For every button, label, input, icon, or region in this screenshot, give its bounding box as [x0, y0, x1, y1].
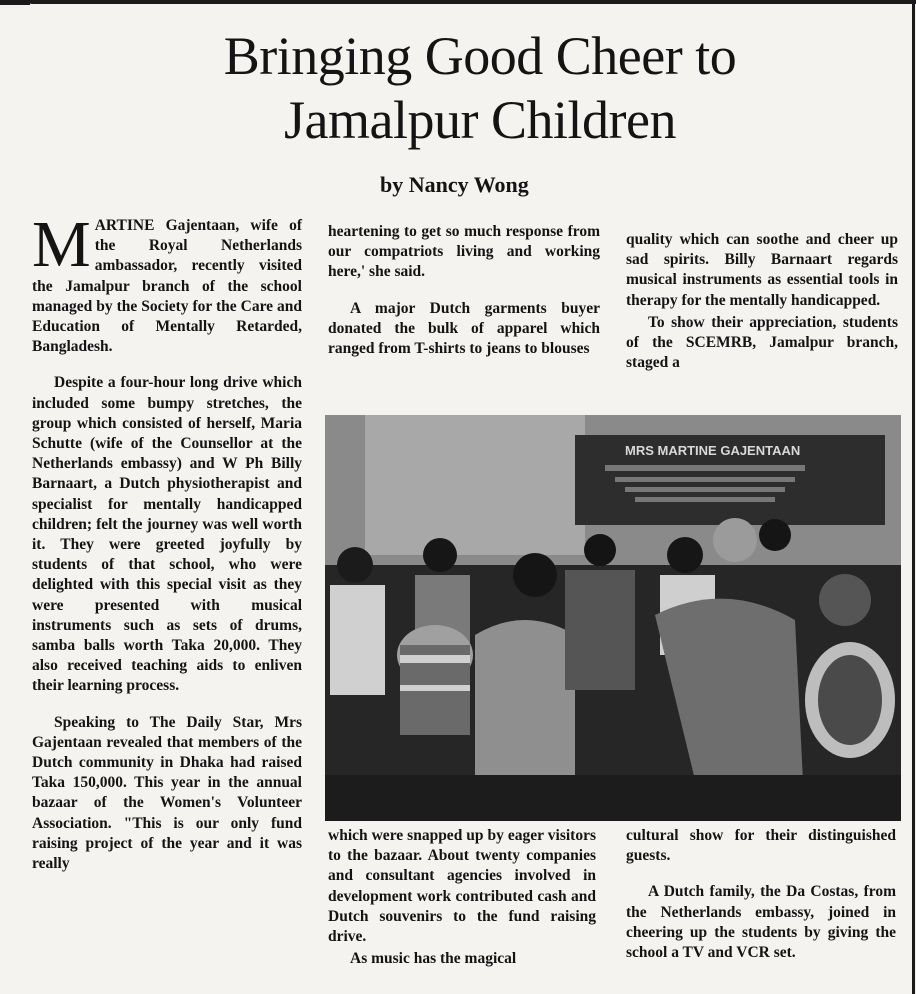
paragraph-music-magic: As music has the magical	[350, 950, 517, 968]
article-photo	[325, 415, 901, 821]
paragraph-fundraising: Speaking to The Daily Star, Mrs Gajentaan revealed that members of the Dutch community in Dhaka had raised Taka 150,000. This year in the annual bazaar of the Women's Volunteer Association. "This is our only fund raising project of the year and it was really	[32, 713, 302, 873]
column-3-bottom	[626, 826, 896, 963]
paragraph-music-therapy: quality which can soothe and cheer up sad spirits. Billy Barnaart regards musical instruments as essential tools in therapy for the mentally handicapped.	[626, 231, 898, 309]
paragraph-cultural-show: cultural show for their distinguished guests.	[626, 827, 896, 865]
column-2-top	[328, 222, 600, 359]
paragraph-bazaar: which were snapped up by eager visitors to the bazaar. About twenty companies and consultant agencies involved in development work contributed cash and Dutch souvenirs to the fund raising drive.	[328, 827, 596, 946]
top-border-left	[0, 0, 30, 5]
paragraph-da-costas: A Dutch family, the Da Costas, from the Netherlands embassy, joined in cheering up the students by giving the school a TV and VCR set.	[626, 883, 896, 962]
headline	[60, 24, 900, 152]
paragraph-intro	[32, 208, 302, 357]
column-2-bottom	[328, 826, 596, 969]
intro-text: ARTINE Gajentaan, wife of the Royal Netherlands ambassador, recently visited the Jamalpur branch of the school managed by the Society for the Care and Education of Mentally Retarded, Bangladesh.	[32, 217, 302, 356]
column-3-top	[626, 230, 898, 373]
top-border	[28, 0, 916, 4]
paragraph-garments: A major Dutch garments buyer donated the bulk of apparel which ranged from T-shirts to jeans to blouses	[328, 299, 600, 358]
drop-cap: M	[32, 208, 91, 281]
right-border	[912, 0, 915, 994]
headline-line-1: Bringing Good Cheer to	[223, 26, 737, 86]
column-1	[32, 208, 302, 874]
paragraph-journey: Despite a four-hour long drive which included some bumpy stretches, the group which consisted of herself, Maria Schutte (wife of the Counsellor at the Netherlands embassy) and W Ph Billy Barnaart, a Dutch physiotherapist and specialist for mentally handicapped children; felt the journey was well worth it. They were greeted joyfully by students of that school, who were delighted with this special visit as they were presented with musical instruments such as sets of drums, samba balls worth Taka 20,000. They also received teaching aids to enliven their learning process.	[32, 374, 302, 695]
paragraph-heartening: heartening to get so much response from our compatriots living and working here,' she said.	[328, 223, 600, 281]
headline-line-2: Jamalpur Children	[284, 90, 676, 150]
byline: by Nancy Wong	[380, 172, 529, 197]
paragraph-appreciation: To show their appreciation, students of the SCEMRB, Jamalpur branch, staged a	[626, 313, 898, 372]
photo-banner-text: MRS MARTINE GAJENTAAN	[625, 443, 801, 458]
photo-illustration	[325, 415, 901, 821]
